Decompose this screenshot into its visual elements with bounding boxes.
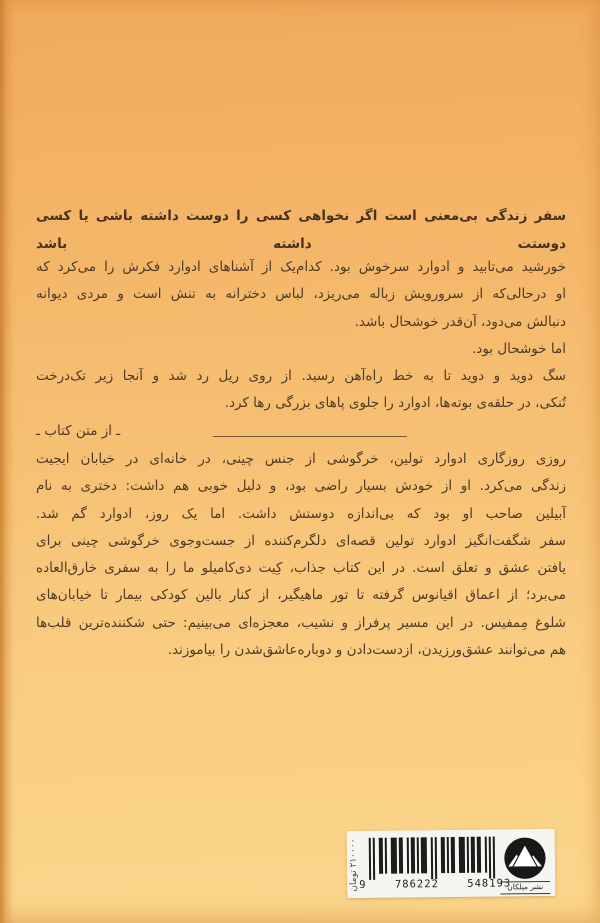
- mountains-icon: [503, 836, 547, 880]
- barcode-group-2: 548193: [467, 877, 512, 890]
- synopsis-line: شلوغ مِمفیس. در این مسیر پرفراز و نشیب، معجزه‌ای می‌بینیم: حتی شکننده‌ترین قلب‌ها: [36, 614, 566, 631]
- book-excerpt: [36, 254, 566, 445]
- price-text: ۲۱۰۰۰۰ تومان: [348, 837, 360, 892]
- synopsis-line: سفر شگفت‌انگیز ادوارد تولین قصه‌ای دلگرم‌کننده از جست‌وجوی خرگوشی چینی برای: [36, 532, 566, 549]
- excerpt-line: خورشید می‌تابید و ادوارد سرخوش بود. کدام‌یک از آشناهای ادوارد فکرش را می‌کرد که: [36, 259, 566, 275]
- excerpt-line: او درحالی‌که از سرورویش زباله می‌ریزد، لباس دخترانه به تنش است و مردی دیوانه: [36, 286, 566, 303]
- barcode-group-1: 786222: [394, 878, 439, 891]
- synopsis-line: هم می‌توانند عشق‌ورزیدن، ازدست‌دادن و دوباره‌عاشق‌شدن را بیاموزند.: [167, 642, 566, 659]
- excerpt-attribution: ـ از متن کتاب ـ: [36, 422, 121, 439]
- excerpt-line: تُنکی، در حلقه‌ی بوته‌ها، ادوارد را جلوی پاهای بزرگی رها کرد.: [224, 395, 566, 412]
- cover-tagline: [36, 202, 566, 258]
- publisher-name: نشر میلکان: [500, 881, 550, 895]
- section-divider: [213, 436, 407, 437]
- barcode-left-digit: 9: [359, 878, 367, 891]
- synopsis-line: آبیلین صاحب او بود که بی‌اندازه دوستش داشت. اما یک روز، ادوارد گم شد.: [36, 505, 566, 522]
- excerpt-line: دنبالش می‌دود، آن‌قدر خوشحال باشد.: [354, 313, 566, 330]
- publisher-logo: [500, 836, 551, 895]
- synopsis-line: یافتن عشق و تعلق است. در این کتاب جذاب، کِیت دی‌کامیلو ما را به سفری خارق‌العاده: [36, 560, 566, 577]
- synopsis-line: روزی روزگاری ادوارد تولین، خرگوشی از جنس چینی، در خانه‌ای در خیابان ایجیت: [36, 451, 566, 467]
- tagline-line: سفر زندگی بی‌معنی است اگر نخواهی کسی را دوست داشته باشی یا کسی دوستت داشته باشد: [36, 208, 566, 252]
- synopsis-line: زندگی می‌کرد. او از خودش بسیار راضی بود، و دلیل خوبی هم داشت: دختری به نام: [36, 478, 566, 495]
- excerpt-line: سگ دوید و دوید تا به خط راه‌آهن رسید. از روی ریل رد شد و آنجا زیر تک‌درخت: [36, 368, 566, 385]
- barcode-icon: [369, 836, 507, 879]
- barcode-number: [359, 877, 511, 891]
- publisher-barcode-label: [347, 829, 556, 898]
- excerpt-line: اما خوشحال بود.: [472, 340, 566, 357]
- book-synopsis: [36, 446, 566, 664]
- synopsis-line: می‌برد؛ از اعماق اقیانوس گرفته تا تور ماهیگیر، از کنار بالین کودکی بیمار تا خیابان‌های: [36, 587, 566, 604]
- spine-shadow: [0, 0, 14, 923]
